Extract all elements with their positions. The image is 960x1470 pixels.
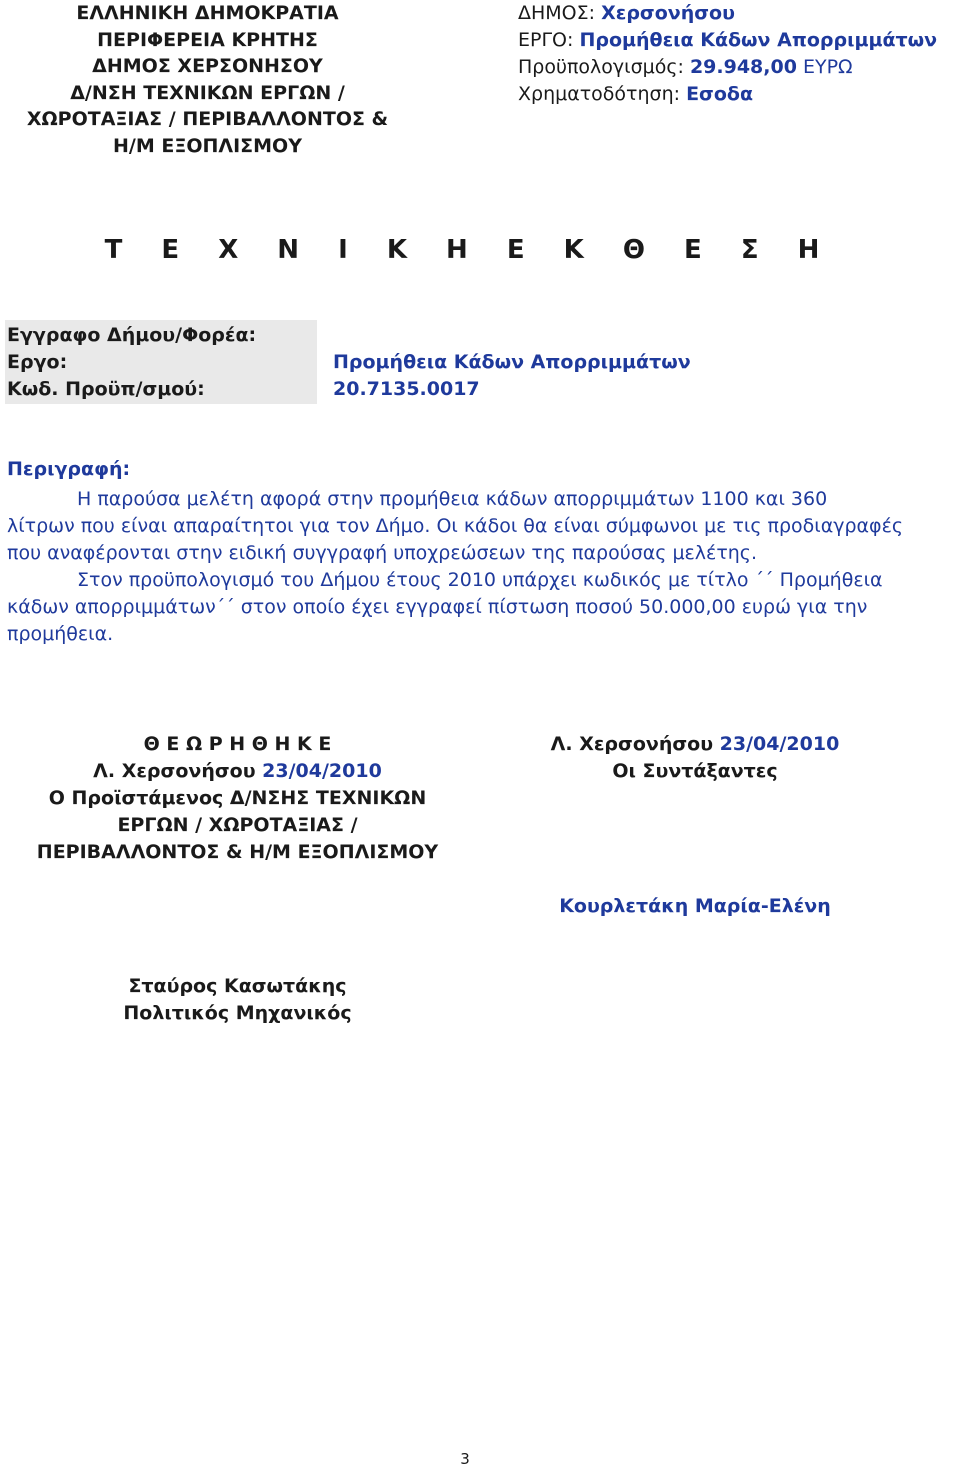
page-number: 3 <box>460 1450 470 1468</box>
funding-value: Εσοδα <box>686 83 753 105</box>
doc-label: Εγγραφο Δήμου/Φορέα: <box>7 324 257 346</box>
info-labels <box>7 322 256 403</box>
approver-name-block <box>0 973 475 1027</box>
budget-currency: ΕΥΡΩ <box>802 56 853 78</box>
document-title: Τ Ε Χ Ν Ι Κ Η Ε Κ Θ Ε Σ Η <box>104 235 826 265</box>
budget-value: 29.948,00 <box>689 56 797 78</box>
project-row <box>518 27 937 54</box>
municipality-label: ΔΗΜΟΣ: <box>518 2 596 24</box>
issuer-line: Η/Μ ΕΞΟΠΛΙΣΜΟΥ <box>113 134 302 157</box>
issuer-line: ΔΗΜΟΣ ΧΕΡΣΟΝΗΣΟΥ <box>92 55 323 77</box>
approval-heading: Θ Ε Ω Ρ Η Θ Η Κ Ε <box>143 733 332 755</box>
description-line: κάδων απορριμμάτων΄΄ στον οποίο έχει εγγραφεί πίστωση ποσού 50.000,00 ευρώ για την <box>7 596 868 618</box>
issuer-block <box>0 0 415 159</box>
approval-date: 23/04/2010 <box>262 760 382 782</box>
issuer-line: Δ/ΝΣΗ ΤΕΧΝΙΚΩΝ ΕΡΓΩΝ / <box>70 81 345 104</box>
municipality-row <box>518 0 937 27</box>
approval-role: ΠΕΡΙΒΑΛΛΟΝΤΟΣ & Η/Μ ΕΞΟΠΛΙΣΜΟΥ <box>36 841 439 863</box>
budget-code-value: 20.7135.0017 <box>333 378 480 400</box>
issuer-line: ΠΕΡΙΦΕΡΕΙΑ ΚΡΗΤΗΣ <box>97 28 318 51</box>
author-place: Λ. Χερσονήσου <box>550 733 714 755</box>
municipality-value: Χερσονήσου <box>601 2 735 24</box>
project-summary <box>518 0 937 108</box>
approval-role: Ο Προϊστάμενος Δ/ΝΣΗΣ ΤΕΧΝΙΚΩΝ <box>48 787 427 809</box>
budget-label: Προϋπολογισμός: <box>518 56 684 78</box>
author-place-date <box>510 731 880 758</box>
project-value: Προμήθεια Κάδων Απορριμμάτων <box>579 29 938 51</box>
funding-label: Χρηματοδότηση: <box>518 83 681 105</box>
approval-signature-block <box>0 731 475 866</box>
budget-row <box>518 54 937 81</box>
approver-name: Σταύρος Κασωτάκης <box>128 975 347 997</box>
author-name: Κουρλετάκη Μαρία-Ελένη <box>559 895 831 917</box>
description-line: Η παρούσα μελέτη αφορά στην προμήθεια κάδων απορριμμάτων 1100 και 360 <box>77 488 828 510</box>
approval-place-date <box>0 758 475 785</box>
description-line: προμήθεια. <box>7 623 114 645</box>
project-label: ΕΡΓΟ: <box>518 29 574 51</box>
description-line: που αναφέρονται στην ειδική συγγραφή υποχρεώσεων της παρούσας μελέτης. <box>7 542 757 564</box>
description-label: Περιγραφή: <box>7 458 131 480</box>
approval-place: Λ. Χερσονήσου <box>93 760 256 782</box>
issuer-line: ΕΛΛΗΝΙΚΗ ΔΗΜΟΚΡΑΤΙΑ <box>76 2 339 24</box>
description-line: Στον προϋπολογισμό του Δήμου έτους 2010 υπάρχει κωδικός με τίτλο ΄΄ Προμήθεια <box>77 569 883 591</box>
approver-title: Πολιτικός Μηχανικός <box>123 1002 352 1024</box>
budget-code-label: Κωδ. Προϋπ/σμού: <box>7 378 205 400</box>
author-date: 23/04/2010 <box>719 733 840 755</box>
description-text <box>7 486 907 648</box>
info-values <box>333 349 691 403</box>
project-value: Προμήθεια Κάδων Απορριμμάτων <box>333 351 691 373</box>
description-line: λίτρων που είναι απαραίτητοι για τον Δήμο. Οι κάδοι θα είναι σύμφωνοι με τις προδιαγραφές <box>7 515 904 537</box>
approval-role: ΕΡΓΩΝ / ΧΩΡΟΤΑΞΙΑΣ / <box>117 814 358 836</box>
issuer-line: ΧΩΡΟΤΑΞΙΑΣ / ΠΕΡΙΒΑΛΛΟΝΤΟΣ & <box>26 108 389 130</box>
funding-row <box>518 81 937 108</box>
project-label: Εργο: <box>7 351 68 373</box>
author-role: Οι Συντάξαντες <box>612 760 778 782</box>
